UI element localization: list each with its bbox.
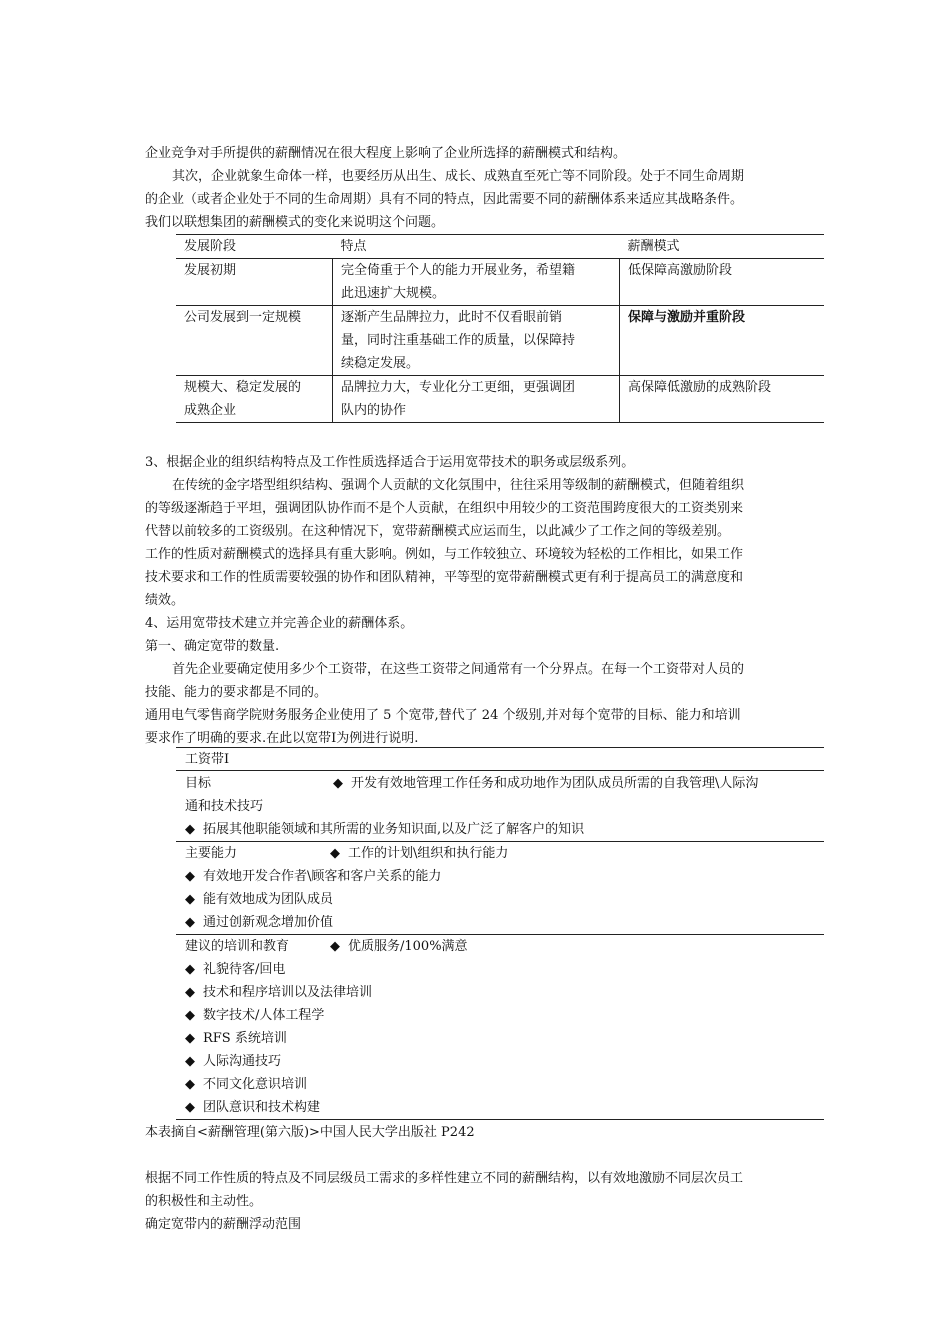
paragraph-line: 的企业（或者企业处于不同的生命周期）具有不同的特点，因此需要不同的薪酬体系来适应其战略条件。 bbox=[145, 192, 744, 207]
subsection-heading: 第一、确定宽带的数量. bbox=[145, 639, 280, 654]
bullet-icon: ◆ bbox=[330, 846, 340, 861]
training-item bbox=[185, 1027, 287, 1050]
table-cell-mode: 保障与激励并重阶段 bbox=[620, 306, 825, 376]
cell-text: 发展初期 bbox=[184, 263, 237, 278]
training-item bbox=[185, 958, 285, 981]
ability-item bbox=[185, 865, 441, 888]
bullet-icon: ◆ bbox=[185, 1008, 195, 1023]
goal-label: 目标 bbox=[185, 776, 212, 791]
table-rule bbox=[176, 747, 824, 748]
item-text: 优质服务/100%满意 bbox=[348, 939, 468, 954]
ability-item bbox=[185, 911, 333, 934]
table-cell-feature bbox=[333, 259, 620, 306]
bullet-icon: ◆ bbox=[185, 869, 195, 884]
ability-label: 主要能力 bbox=[185, 846, 238, 861]
table-cell-stage bbox=[176, 306, 333, 376]
ability-item bbox=[330, 842, 508, 865]
paragraph-line: 在传统的金字塔型组织结构、强调个人贡献的文化氛围中，往往采用等级制的薪酬模式，但随着组织 bbox=[172, 478, 745, 493]
training-item bbox=[185, 1004, 324, 1027]
bullet-icon: ◆ bbox=[185, 915, 195, 930]
goal-item bbox=[185, 818, 584, 841]
training-label: 建议的培训和教育 bbox=[185, 939, 290, 954]
table-cell-mode: 低保障高激励阶段 bbox=[620, 259, 825, 306]
item-text: 有效地开发合作者\顾客和客户关系的能力 bbox=[203, 869, 442, 884]
cell-text: 此迅速扩大规模。 bbox=[341, 286, 446, 301]
pay-band-title: 工资带Ⅰ bbox=[185, 752, 230, 767]
cell-text: 队内的协作 bbox=[341, 403, 407, 418]
training-item bbox=[330, 935, 468, 958]
training-item bbox=[185, 981, 372, 1004]
training-item bbox=[185, 1096, 320, 1119]
paragraph-line: 我们以联想集团的薪酬模式的变化来说明这个问题。 bbox=[145, 215, 445, 230]
source-note: 本表摘自<薪酬管理(第六版)>中国人民大学出版社 P242 bbox=[145, 1125, 475, 1140]
paragraph-line: 技术要求和工作的性质需要较强的协作和团队精神，平等型的宽带薪酬模式更有利于提高员工的满意度和 bbox=[145, 570, 744, 585]
training-item bbox=[185, 1050, 281, 1073]
table-header-row bbox=[176, 235, 824, 259]
table-cell-feature bbox=[333, 376, 620, 423]
training-item bbox=[185, 1073, 307, 1096]
table-rule bbox=[176, 1119, 824, 1120]
paragraph-line: 要求作了明确的要求.在此以宽带Ⅰ为例进行说明. bbox=[145, 731, 419, 746]
paragraph-line: 的积极性和主动性。 bbox=[145, 1194, 263, 1209]
cell-text: 规模大、稳定发展的 bbox=[184, 380, 302, 395]
cell-text: 续稳定发展。 bbox=[341, 356, 420, 371]
item-text: 人际沟通技巧 bbox=[203, 1054, 282, 1069]
goal-item bbox=[333, 772, 758, 795]
bullet-icon: ◆ bbox=[185, 1031, 195, 1046]
table-cell-stage bbox=[176, 376, 333, 423]
item-text: 数字技术/人体工程学 bbox=[203, 1008, 325, 1023]
item-text: 开发有效地管理工作任务和成功地作为团队成员所需的自我管理\人际沟 bbox=[351, 776, 759, 791]
item-text: 礼貌待客/回电 bbox=[203, 962, 286, 977]
bullet-icon: ◆ bbox=[185, 1077, 195, 1092]
cell-text: 量，同时注重基础工作的质量，以保障持 bbox=[341, 333, 576, 348]
table-header-cell: 薪酬模式 bbox=[620, 235, 825, 259]
paragraph-line: 企业竞争对手所提供的薪酬情况在很大程度上影响了企业所选择的薪酬模式和结构。 bbox=[145, 146, 627, 161]
table-row bbox=[176, 306, 824, 376]
paragraph-line: 根据不同工作性质的特点及不同层级员工需求的多样性建立不同的薪酬结构，以有效地激励不同层次员工 bbox=[145, 1171, 744, 1186]
paragraph-line: 绩效。 bbox=[145, 593, 185, 608]
table-header-cell: 发展阶段 bbox=[176, 235, 333, 259]
table-rule bbox=[176, 770, 824, 771]
lenovo-pay-stage-table bbox=[176, 234, 824, 423]
cell-text: 公司发展到一定规模 bbox=[184, 310, 302, 325]
item-text: 通过创新观念增加价值 bbox=[203, 915, 334, 930]
item-text: 工作的计划\组织和执行能力 bbox=[348, 846, 509, 861]
bullet-icon: ◆ bbox=[185, 962, 195, 977]
bullet-icon: ◆ bbox=[185, 822, 195, 837]
paragraph-line: 工作的性质对薪酬模式的选择具有重大影响。例如，与工作较独立、环境较为轻松的工作相比，如果工作 bbox=[145, 547, 744, 562]
bullet-icon: ◆ bbox=[185, 892, 195, 907]
paragraph-line: 其次，企业就象生命体一样，也要经历从出生、成长、成熟直至死亡等不同阶段。处于不同生命周期 bbox=[172, 169, 745, 184]
paragraph-line: 通用电气零售商学院财务服务企业使用了 5 个宽带,替代了 24 个级别,并对每个宽带的目标、能力和培训 bbox=[145, 708, 741, 723]
table-row bbox=[176, 259, 824, 306]
cell-text: 品牌拉力大，专业化分工更细，更强调团 bbox=[341, 380, 576, 395]
table-header-cell: 特点 bbox=[333, 235, 620, 259]
paragraph-line: 的等级逐渐趋于平坦，强调团队协作而不是个人贡献，在组织中用较少的工资范围跨度很大的工资类别来 bbox=[145, 501, 744, 516]
ability-item bbox=[185, 888, 333, 911]
table-cell-stage bbox=[176, 259, 333, 306]
paragraph-line: 代替以前较多的工资级别。在这种情况下，宽带薪酬模式应运而生，以此减少了工作之间的等级差别。 bbox=[145, 524, 731, 539]
paragraph-line: 确定宽带内的薪酬浮动范围 bbox=[145, 1217, 302, 1232]
cell-text: 成熟企业 bbox=[184, 403, 237, 418]
cell-text: 完全倚重于个人的能力开展业务，希望籍 bbox=[341, 263, 576, 278]
cell-text: 逐渐产生品牌拉力，此时不仅看眼前销 bbox=[341, 310, 563, 325]
bullet-icon: ◆ bbox=[185, 1054, 195, 1069]
paragraph-line: 技能、能力的要求都是不同的。 bbox=[145, 685, 328, 700]
table-row bbox=[176, 376, 824, 423]
table-cell-mode: 高保障低激励的成熟阶段 bbox=[620, 376, 825, 423]
bullet-icon: ◆ bbox=[330, 939, 340, 954]
item-text: 团队意识和技术构建 bbox=[203, 1100, 321, 1115]
item-text: 技术和程序培训以及法律培训 bbox=[203, 985, 373, 1000]
item-text: 不同文化意识培训 bbox=[203, 1077, 308, 1092]
bullet-icon: ◆ bbox=[185, 1100, 195, 1115]
bullet-icon: ◆ bbox=[333, 776, 343, 791]
bullet-icon: ◆ bbox=[185, 985, 195, 1000]
section-heading: 3、根据企业的组织结构特点及工作性质选择适合于运用宽带技术的职务或层级系列。 bbox=[145, 455, 635, 470]
paragraph-line: 首先企业要确定使用多少个工资带，在这些工资带之间通常有一个分界点。在每一个工资带对人员的 bbox=[172, 662, 745, 677]
table-cell-feature bbox=[333, 306, 620, 376]
item-text: 能有效地成为团队成员 bbox=[203, 892, 334, 907]
item-text: RFS 系统培训 bbox=[203, 1031, 287, 1046]
goal-item-continued: 通和技术技巧 bbox=[185, 799, 264, 814]
section-heading: 4、运用宽带技术建立并完善企业的薪酬体系。 bbox=[145, 616, 414, 631]
item-text: 拓展其他职能领域和其所需的业务知识面,以及广泛了解客户的知识 bbox=[203, 822, 585, 837]
